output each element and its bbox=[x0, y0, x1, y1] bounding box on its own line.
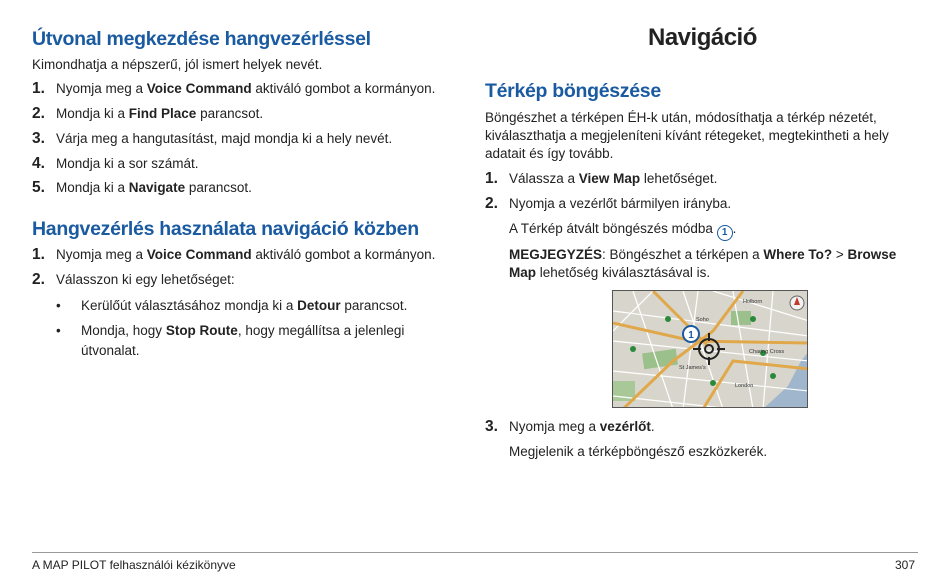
step-number: 2. bbox=[485, 195, 498, 212]
step-subtext-text: . bbox=[732, 221, 737, 236]
step-number: 3. bbox=[485, 418, 498, 435]
bullet-dot: • bbox=[56, 298, 61, 313]
section-heading-voice-navigation: Hangvezérlés használata navigáció közben bbox=[32, 218, 419, 240]
step-bold: vezérlőt bbox=[599, 419, 651, 434]
step-text: parancsot. bbox=[196, 106, 264, 121]
step-subtext: Megjelenik a térképböngésző eszközkerék. bbox=[509, 444, 768, 459]
note-text: > bbox=[832, 247, 848, 262]
step-text: Nyomja a vezérlőt bármilyen irányba. bbox=[509, 196, 732, 211]
page-title: Navigáció bbox=[648, 24, 757, 51]
step-text: aktiváló gombot a kormányon. bbox=[251, 81, 436, 96]
bullet-text: Mondja, hogy bbox=[81, 323, 166, 338]
step-number: 1. bbox=[32, 80, 45, 97]
bullet-text: Kerülőút választásához mondja ki a bbox=[81, 298, 298, 313]
step-text: Nyomja meg a bbox=[56, 247, 147, 262]
step-number: 1. bbox=[485, 170, 498, 187]
step-text: lehetőséget. bbox=[640, 171, 718, 186]
step-text: Várja meg a hangutasítást, majd mondja ki a hely nevét. bbox=[56, 131, 393, 146]
note-bold: Browse Map bbox=[509, 247, 897, 280]
step-text: parancsot. bbox=[185, 180, 252, 195]
section-heading-browse-map: Térkép böngészése bbox=[485, 80, 661, 102]
step-text: Válasszon ki egy lehetőséget: bbox=[56, 272, 235, 287]
step-item bbox=[32, 105, 263, 123]
note-bold: Where To? bbox=[763, 247, 833, 262]
step-item bbox=[32, 155, 199, 173]
step-subtext-text: A Térkép átvált böngészés módba bbox=[509, 221, 717, 236]
map-label: Holborn bbox=[743, 299, 763, 305]
bullet-dot: • bbox=[56, 323, 61, 338]
map-screenshot bbox=[612, 290, 808, 408]
step-number: 1. bbox=[32, 246, 45, 263]
bullet-item bbox=[56, 321, 446, 361]
step-bold: Find Place bbox=[128, 106, 197, 121]
step-text: Mondja ki a sor számát. bbox=[56, 156, 199, 171]
note-label: MEGJEGYZÉS bbox=[509, 247, 603, 262]
footer-divider bbox=[32, 552, 918, 553]
step-text: Nyomja meg a bbox=[56, 81, 147, 96]
step-text: Válassza a bbox=[509, 171, 579, 186]
bullet-text: parancsot. bbox=[340, 298, 408, 313]
step-item bbox=[32, 246, 435, 264]
step-number: 2. bbox=[32, 105, 45, 122]
section-heading-voice-route: Útvonal megkezdése hangvezérléssel bbox=[32, 28, 371, 50]
step-item bbox=[32, 80, 435, 98]
note-text: : Böngészhet a térképen a bbox=[602, 247, 764, 262]
bullet-item bbox=[56, 296, 446, 316]
note bbox=[509, 246, 919, 282]
step-item bbox=[32, 179, 252, 197]
step-item bbox=[485, 418, 655, 436]
section-intro: Böngészhet a térképen ÉH-k után, módosíthatja a térkép nézetét, kiválaszthatja a megjeleníteni kívánt rétegeket, megtekintheti a hely adatait és így tovább. bbox=[485, 110, 889, 161]
step-bold: Navigate bbox=[128, 180, 186, 195]
map-label: Soho bbox=[696, 317, 709, 323]
step-number: 5. bbox=[32, 179, 45, 196]
bullet-text: , hogy megállítsa a jelenlegi útvonalat. bbox=[81, 323, 405, 358]
map-label: St James's bbox=[679, 365, 706, 371]
note-text: lehetőség kiválasztásával is. bbox=[536, 265, 711, 280]
step-number: 3. bbox=[32, 130, 45, 147]
step-number: 2. bbox=[32, 271, 45, 288]
footer-manual-title: A MAP PILOT felhasználói kézikönyve bbox=[32, 558, 236, 572]
step-text: aktiváló gombot a kormányon. bbox=[251, 247, 436, 262]
step-bold: Voice Command bbox=[146, 81, 252, 96]
step-item bbox=[32, 271, 235, 289]
map-callout-number: 1 bbox=[688, 330, 694, 341]
map-label: London bbox=[735, 383, 754, 389]
map-label: Charing Cross bbox=[749, 349, 785, 355]
footer-page-number: 307 bbox=[894, 558, 915, 572]
step-item bbox=[32, 130, 392, 148]
section-intro: Kimondhatja a népszerű, jól ismert helyek nevét. bbox=[32, 57, 323, 72]
step-number: 4. bbox=[32, 155, 45, 172]
step-text: Nyomja meg a bbox=[509, 419, 600, 434]
step-text: Mondja ki a bbox=[56, 180, 129, 195]
map-graphic bbox=[613, 291, 808, 408]
bullet-bold: Detour bbox=[297, 298, 341, 313]
step-bold: View Map bbox=[578, 171, 641, 186]
bullet-bold: Stop Route bbox=[165, 323, 238, 338]
step-text: Mondja ki a bbox=[56, 106, 129, 121]
step-subtext bbox=[509, 220, 919, 241]
step-item bbox=[485, 170, 717, 188]
step-bold: Voice Command bbox=[146, 247, 252, 262]
step-item bbox=[485, 195, 731, 213]
step-text: . bbox=[650, 419, 655, 434]
callout-number-icon: 1 bbox=[717, 225, 733, 241]
